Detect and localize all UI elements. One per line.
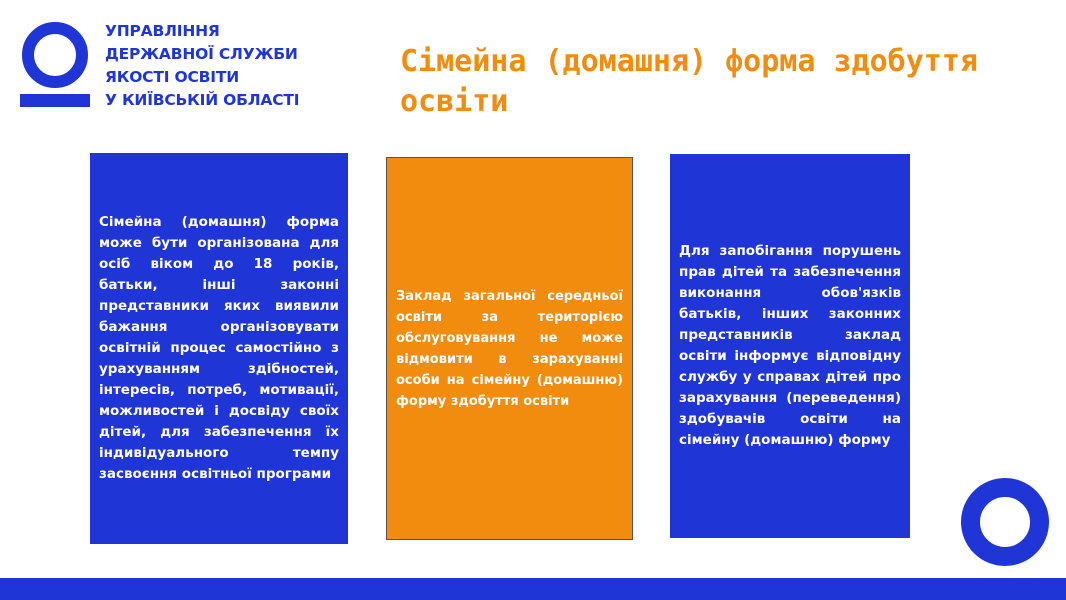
logo-ring-icon bbox=[22, 22, 88, 88]
organization-name bbox=[105, 20, 325, 112]
info-card-text: Для запобігання порушень прав дітей та забезпечення виконання обов'язків батьків, інших законних представників заклад освіти інформує відповідну службу у справах дітей про зарахування (переведення) здобувачів освіти на сімейну (домашню) форму bbox=[679, 243, 901, 448]
organization-name-line: ЯКОСТІ ОСВІТИ bbox=[105, 68, 239, 86]
decorative-ring-icon bbox=[961, 478, 1049, 566]
bottom-accent-bar bbox=[0, 578, 1066, 600]
organization-name-line: УПРАВЛІННЯ bbox=[105, 22, 220, 40]
info-card-blue-right bbox=[670, 154, 910, 538]
info-card-orange-center bbox=[386, 157, 633, 540]
organization-name-line: У КИЇВСЬКІЙ ОБЛАСТІ bbox=[105, 91, 300, 109]
logo-bar-icon bbox=[20, 94, 90, 107]
slide-title: Сімейна (домашня) форма здобуття освіти bbox=[400, 44, 978, 119]
info-card-blue-left bbox=[90, 153, 348, 544]
info-card-text: Сімейна (домашня) форма може бути організована для осіб віком до 18 років, батьки, інші законні представники яких виявили бажання організовувати освітній процес самостійно з урахуванням здібностей, інтересів, потреб, мотивації, можливостей і досвіду своїх дітей, для забезпечення їх індивідуального темпу засвоєння освітньої програми bbox=[99, 214, 339, 482]
info-card-text: Заклад загальної середньої освіти за територією обслуговування не може відмовити в зарахуванні особи на сімейну (домашню) форму здобуття освіти bbox=[396, 288, 623, 409]
organization-name-line: ДЕРЖАВНОЇ СЛУЖБИ bbox=[105, 45, 298, 63]
